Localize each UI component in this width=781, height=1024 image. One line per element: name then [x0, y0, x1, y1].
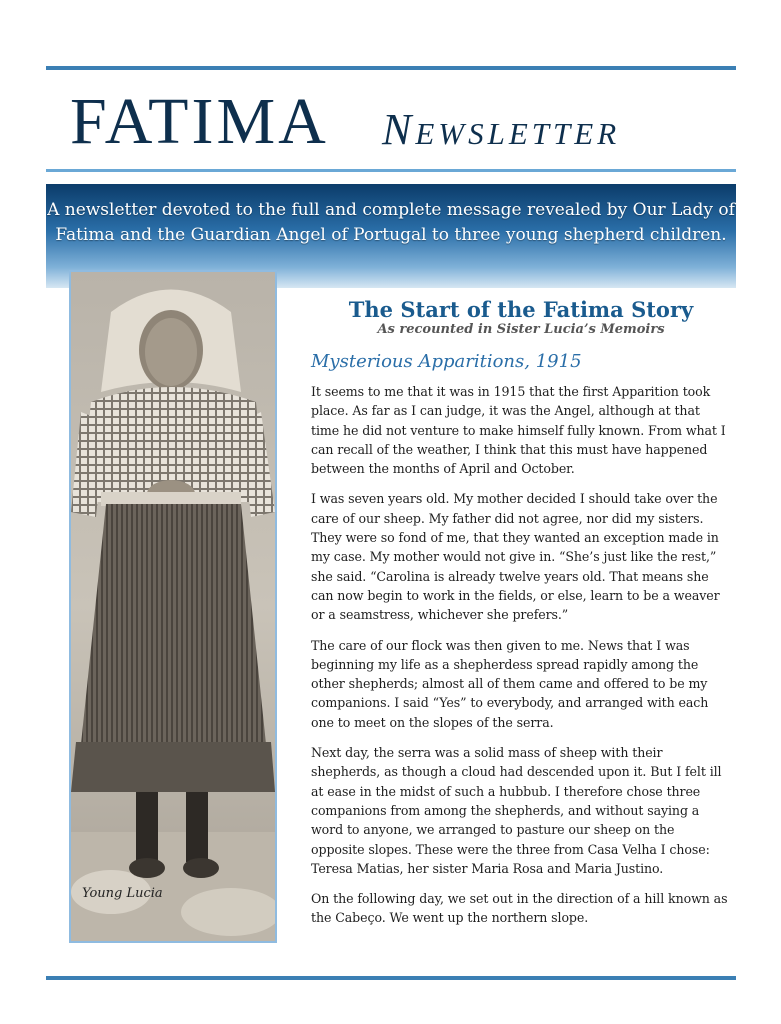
photo-young-lucia: [69, 270, 277, 943]
masthead-rule: [46, 169, 736, 172]
tagline-text: A newsletter devoted to the full and complete message revealed by Our Lady of Fatima and the Guardian Angel of Portugal to three young shepherd children.: [47, 200, 735, 245]
masthead: [70, 82, 750, 162]
section-title: Mysterious Apparitions, 1915: [311, 351, 582, 372]
photo-illustration: [71, 272, 275, 941]
top-rule: [46, 66, 736, 70]
masthead-subtitle: Newsletter: [382, 105, 621, 154]
article: [311, 296, 731, 928]
paragraph: It seems to me that it was in 1915 that the first Apparition took place. As far as I can judge, it was the Angel, although at that time he did not venture to make himself fully known. From what I can recall of the weather, I think that this must have happened between the months of April and October.: [311, 384, 726, 477]
bottom-rule: [46, 976, 736, 980]
paragraph: I was seven years old. My mother decided I should take over the care of our sheep. My father did not agree, nor did my sisters. They were so fond of me, that they wanted an exception made in my case. My mother would not give in. “She’s just like the rest,” she said. “Carolina is already twelve years old. That means she can now begin to work in the fields, or else, learn to be a weaver or a seamstress, whichever she prefers.”: [311, 491, 720, 623]
photo-caption: Young Lucia: [82, 886, 163, 901]
article-title: The Start of the Fatima Story: [348, 297, 694, 322]
paragraph: On the following day, we set out in the direction of a hill known as the Cabeço. We went up the northern slope.: [311, 891, 728, 926]
paragraph: Next day, the serra was a solid mass of sheep with their shepherds, as though a cloud had descended upon it. But I felt ill at ease in the midst of such a hubbub. I therefore chose three companions from among the shepherds, and without saying a word to anyone, we arranged to pasture our sheep on the opposite slopes. These were the three from Casa Velha I chose: Teresa Matias, her sister Maria Rosa and Maria Justino.: [311, 745, 722, 876]
paragraph: The care of our flock was then given to me. News that I was beginning my life as a shepherdess spread rapidly among the other shepherds; almost all of them came and offered to be my companions. I said “Yes” to everybody, and arranged with each one to meet on the slopes of the serra.: [311, 637, 709, 730]
article-subtitle: As recounted in Sister Lucia’s Memoirs: [377, 322, 665, 337]
masthead-title: FATIMA: [70, 85, 329, 158]
